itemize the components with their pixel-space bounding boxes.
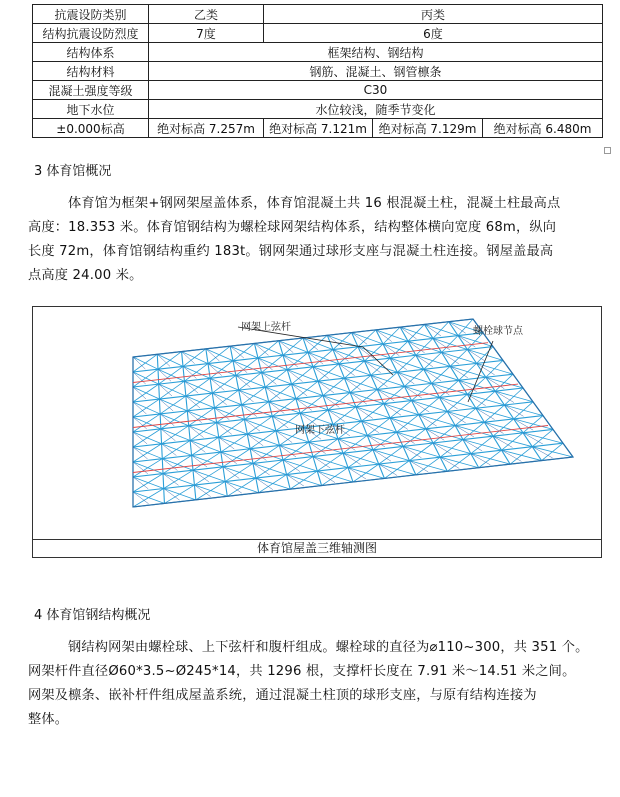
table-cell: 绝对标高 7.257m bbox=[149, 119, 264, 138]
table-cell: 6度 bbox=[264, 24, 603, 43]
section-heading: 4 体育馆钢结构概况 bbox=[34, 608, 151, 623]
web-member bbox=[523, 433, 543, 444]
top-chord-member bbox=[186, 396, 187, 411]
top-chord-member bbox=[182, 352, 183, 367]
top-chord-member bbox=[484, 419, 513, 422]
table-cell: 水位较浅，随季节变化 bbox=[149, 100, 603, 119]
top-chord-member bbox=[450, 363, 476, 366]
paragraph-line: 长度 72m，体育馆钢结构重约 183t。钢网架通过球形支座与混凝土柱连接。钢屋盖最高 bbox=[28, 244, 554, 259]
top-chord-member bbox=[419, 411, 448, 414]
top-chord-member bbox=[183, 366, 184, 381]
web-member bbox=[416, 355, 433, 367]
top-chord-member bbox=[292, 384, 296, 398]
table-cell: 抗震设防类别 bbox=[33, 5, 149, 24]
web-member bbox=[164, 489, 180, 501]
top-chord-member bbox=[442, 349, 468, 352]
roof-axonometric-figure bbox=[32, 306, 602, 540]
web-member bbox=[424, 324, 441, 336]
top-chord-member bbox=[424, 366, 450, 369]
figure-caption: 体育馆屋盖三维轴测图 bbox=[32, 540, 602, 558]
top-chord-member bbox=[447, 408, 476, 411]
top-chord-member bbox=[493, 433, 523, 436]
top-chord-member bbox=[459, 377, 486, 380]
top-chord-member bbox=[189, 426, 190, 441]
top-chord-member bbox=[449, 322, 458, 336]
table-cell: 绝对标高 7.121m bbox=[264, 119, 373, 138]
top-chord-member bbox=[296, 396, 323, 399]
top-chord-member bbox=[373, 450, 379, 464]
paragraph-line: 网架杆件直径Ø60*3.5~Ø245*14，共 1296 根，支撑杆长度在 7.91 米～14.51 米之间。 bbox=[28, 664, 576, 679]
web-member bbox=[253, 463, 270, 475]
top-chord-member bbox=[432, 380, 459, 383]
paragraph-line: 整体。 bbox=[28, 712, 69, 727]
top-chord-member bbox=[439, 394, 467, 397]
top-chord-member bbox=[426, 426, 455, 429]
top-chord-member bbox=[495, 388, 523, 391]
web-member bbox=[449, 322, 466, 334]
top-chord-member bbox=[262, 370, 288, 373]
top-chord-member bbox=[164, 489, 165, 504]
paragraph bbox=[28, 636, 590, 732]
web-member bbox=[194, 485, 210, 497]
top-chord-member bbox=[328, 407, 356, 410]
web-member bbox=[343, 453, 361, 464]
web-member bbox=[348, 468, 366, 479]
top-chord-member bbox=[159, 399, 160, 414]
truss-illustration bbox=[33, 307, 602, 540]
top-chord-member bbox=[433, 336, 458, 339]
top-chord-member bbox=[486, 374, 513, 377]
top-chord-member bbox=[193, 470, 194, 485]
top-chord-member bbox=[343, 453, 348, 467]
top-chord-member bbox=[532, 443, 563, 446]
top-chord-member bbox=[157, 354, 158, 369]
table-cell: ±0.000标高 bbox=[33, 119, 149, 138]
web-member bbox=[184, 381, 198, 393]
top-chord-member bbox=[219, 437, 221, 452]
top-chord-member bbox=[371, 372, 397, 375]
table-cell: 结构抗震设防烈度 bbox=[33, 24, 149, 43]
web-member bbox=[189, 426, 204, 438]
top-chord-member bbox=[502, 447, 533, 450]
top-chord-member bbox=[338, 439, 343, 453]
top-chord-member bbox=[287, 370, 291, 384]
label-bottom-chord: 网架下弦杆 bbox=[295, 425, 345, 436]
top-chord-member bbox=[356, 404, 384, 407]
top-chord-member bbox=[283, 352, 308, 355]
web-member bbox=[217, 423, 232, 435]
top-chord-member bbox=[390, 415, 419, 418]
web-member bbox=[495, 391, 514, 402]
top-chord-member bbox=[223, 467, 225, 482]
paragraph-line: 钢结构网架由螺栓球、上下弦杆和腹杆组成。螺栓球的直径为⌀110~300，共 351 个。 bbox=[68, 640, 589, 655]
table-cell: 结构材料 bbox=[33, 62, 149, 81]
top-chord-member bbox=[160, 414, 161, 429]
top-chord-member bbox=[523, 429, 553, 432]
top-chord-member bbox=[390, 355, 416, 358]
web-member bbox=[190, 441, 205, 453]
top-chord-member bbox=[208, 364, 210, 379]
top-chord-member bbox=[455, 422, 484, 425]
top-chord-member bbox=[323, 396, 328, 410]
top-chord-member bbox=[313, 364, 339, 367]
table-cell: C30 bbox=[149, 81, 603, 100]
table-cell: 7度 bbox=[149, 24, 264, 43]
top-chord-member bbox=[383, 341, 408, 344]
web-member bbox=[504, 405, 523, 416]
table-row bbox=[33, 24, 603, 43]
web-member bbox=[532, 447, 552, 458]
web-member bbox=[450, 366, 468, 377]
table-row bbox=[33, 5, 603, 24]
table-row bbox=[33, 62, 603, 81]
top-chord-member bbox=[476, 405, 505, 408]
label-top-chord: 网架上弦杆 bbox=[241, 322, 291, 333]
top-chord-member bbox=[463, 436, 493, 439]
web-member bbox=[477, 363, 495, 374]
table-cell: 丙类 bbox=[264, 5, 603, 24]
top-chord-member bbox=[184, 381, 185, 396]
top-chord-member bbox=[247, 434, 250, 449]
top-chord-member bbox=[258, 355, 283, 358]
top-chord-member bbox=[333, 347, 358, 350]
top-chord-member bbox=[162, 459, 163, 474]
top-chord-member bbox=[477, 360, 503, 363]
top-chord-member bbox=[467, 347, 493, 350]
top-chord-member bbox=[433, 440, 463, 443]
top-chord-member bbox=[344, 375, 370, 378]
top-chord-member bbox=[350, 389, 377, 392]
top-chord-member bbox=[318, 378, 344, 381]
table-row bbox=[33, 100, 603, 119]
top-chord-member bbox=[210, 378, 212, 393]
top-chord-member bbox=[236, 373, 262, 376]
top-chord-member bbox=[397, 369, 423, 372]
top-chord-member bbox=[318, 381, 323, 395]
top-chord-member bbox=[192, 455, 193, 470]
web-member bbox=[162, 444, 177, 456]
paragraph-line: 点高度 24.00 米。 bbox=[28, 268, 143, 283]
top-chord-member bbox=[279, 341, 283, 355]
top-chord-member bbox=[397, 429, 426, 432]
top-chord-member bbox=[412, 397, 440, 400]
web-member bbox=[210, 378, 224, 390]
paragraph-line: 网架及檩条、嵌补杆件组成屋盖系统，通过混凝土柱顶的球形支座，与原有结构连接为 bbox=[28, 688, 537, 703]
web-member bbox=[467, 349, 485, 360]
paragraph bbox=[28, 192, 590, 288]
top-chord-member bbox=[225, 482, 227, 497]
top-chord-member bbox=[362, 418, 391, 421]
top-chord-member bbox=[379, 464, 385, 478]
top-chord-member bbox=[187, 411, 188, 426]
table-cell: 乙类 bbox=[149, 5, 264, 24]
top-chord-member bbox=[283, 355, 287, 369]
table-cell: 框架结构、钢结构 bbox=[149, 43, 603, 62]
label-bolt-node: 螺栓球节点 bbox=[473, 326, 523, 337]
top-chord-member bbox=[254, 343, 258, 358]
web-member bbox=[161, 429, 175, 441]
top-chord-member bbox=[408, 338, 433, 341]
web-member bbox=[292, 384, 308, 396]
annotation-bottom-chord bbox=[295, 423, 345, 436]
paragraph-line: 高度：18.353 米。体育馆钢结构为螺栓球网架结构体系，结构整体横向宽度 68m，纵向 bbox=[28, 220, 557, 235]
table-row bbox=[33, 43, 603, 62]
top-chord-member bbox=[308, 350, 333, 353]
paragraph-line: 体育馆为框架+钢网架屋盖体系，体育馆混凝土共 16 根混凝土柱，混凝土柱最高点 bbox=[68, 196, 561, 211]
top-chord-member bbox=[163, 474, 164, 489]
web-member bbox=[223, 467, 239, 479]
space-truss-mesh bbox=[133, 319, 573, 507]
table-cell: 混凝土强度等级 bbox=[33, 81, 149, 100]
section-heading: 3 体育馆概况 bbox=[34, 164, 112, 179]
web-member bbox=[256, 478, 273, 490]
top-chord-member bbox=[244, 419, 247, 434]
top-chord-member bbox=[253, 463, 256, 478]
top-chord-member bbox=[287, 367, 313, 370]
top-chord-member bbox=[206, 349, 208, 364]
table-cell: 结构体系 bbox=[33, 43, 149, 62]
top-chord-member bbox=[233, 358, 258, 361]
top-chord-member bbox=[348, 468, 353, 482]
top-chord-member bbox=[358, 344, 383, 347]
web-member bbox=[225, 482, 242, 494]
table-row bbox=[33, 81, 603, 100]
top-chord-member bbox=[377, 386, 404, 389]
top-chord-member bbox=[250, 449, 253, 464]
top-chord-member bbox=[323, 393, 350, 396]
top-chord-member bbox=[339, 361, 365, 364]
top-chord-member bbox=[217, 423, 219, 438]
spec-table bbox=[32, 4, 603, 138]
web-member bbox=[163, 474, 179, 486]
top-chord-member bbox=[296, 399, 300, 413]
web-member bbox=[193, 470, 209, 482]
top-chord-member bbox=[221, 452, 223, 467]
web-member bbox=[186, 396, 200, 408]
web-member bbox=[182, 352, 195, 364]
web-member bbox=[212, 393, 226, 405]
table-cell: 地下水位 bbox=[33, 100, 149, 119]
top-chord-member bbox=[404, 383, 431, 386]
top-chord-member bbox=[384, 401, 412, 404]
top-chord-member bbox=[212, 393, 214, 408]
top-chord-member bbox=[309, 442, 313, 456]
table-cell: 绝对标高 6.480m bbox=[483, 119, 603, 138]
top-chord-member bbox=[292, 381, 318, 384]
top-chord-member bbox=[504, 402, 533, 405]
top-chord-member bbox=[265, 384, 291, 387]
top-chord-member bbox=[514, 416, 543, 419]
table-resize-handle[interactable] bbox=[604, 147, 611, 154]
top-chord-member bbox=[194, 485, 195, 500]
table-row bbox=[33, 119, 603, 138]
top-chord-member bbox=[161, 429, 162, 444]
top-chord-member bbox=[328, 410, 333, 424]
table-cell: 绝对标高 7.129m bbox=[373, 119, 483, 138]
web-member bbox=[476, 408, 495, 419]
top-chord-member bbox=[162, 444, 163, 459]
top-chord-member bbox=[416, 352, 442, 355]
web-member bbox=[219, 437, 235, 449]
top-chord-member bbox=[159, 384, 160, 399]
top-chord-member bbox=[190, 441, 191, 456]
web-member bbox=[400, 327, 416, 339]
web-member bbox=[442, 352, 459, 364]
top-chord-member bbox=[256, 478, 259, 493]
top-chord-member bbox=[471, 450, 502, 453]
top-chord-member bbox=[214, 408, 216, 423]
top-chord-member bbox=[158, 369, 159, 384]
table-cell: 钢筋、混凝土、钢管檩条 bbox=[149, 62, 603, 81]
